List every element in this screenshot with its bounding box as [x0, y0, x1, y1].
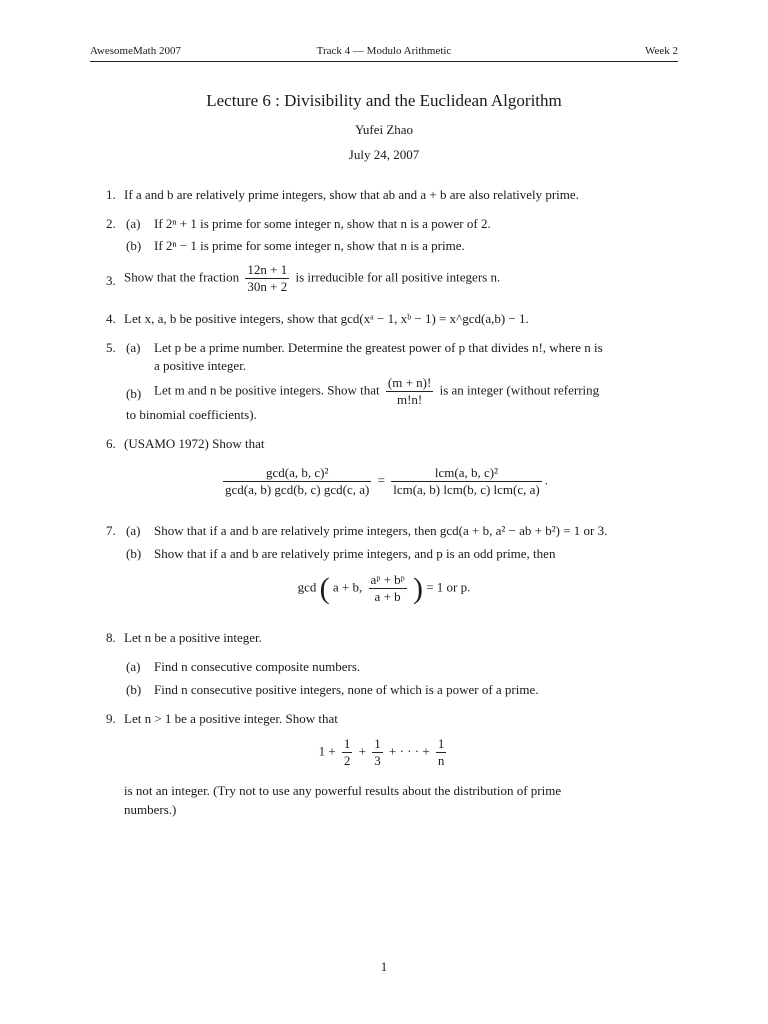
continuation-line1: is not an integer. (Try not to use any powerful results about the distribution of prime — [124, 783, 562, 798]
running-header — [90, 44, 678, 60]
page-number: 1 — [380, 959, 388, 974]
part-a-label: (a) — [126, 523, 141, 538]
part-a-label: (a) — [126, 340, 141, 355]
rhs-numerator: lcm(a, b, c)² — [391, 465, 542, 482]
part-b-line1 — [154, 375, 680, 409]
problem-text: If a and b are relatively prime integers, show that ab and a + b are also relatively prime. — [124, 187, 579, 202]
header-rule — [90, 61, 678, 62]
problem-number: 9. — [106, 711, 116, 726]
fraction — [369, 572, 407, 606]
problem-7 — [106, 522, 680, 562]
fraction-half — [342, 736, 353, 770]
part-a-text: If 2ⁿ + 1 is prime for some integer n, show that n is a power of 2. — [154, 216, 491, 231]
problem-text: Let n be a positive integer. — [124, 630, 262, 645]
part-b-text: If 2ⁿ − 1 is prime for some integer n, show that n is a prime. — [154, 238, 465, 253]
continuation-line2: numbers.) — [124, 802, 177, 817]
gcd-label: gcd — [297, 579, 317, 595]
problem-text: Let n > 1 be a positive integer. Show that — [124, 711, 338, 726]
part-b-post: is an integer (without referring — [439, 382, 600, 398]
numerator: 1 — [342, 736, 353, 753]
denominator: 30n + 2 — [247, 279, 288, 295]
header-left: AwesomeMath 2007 — [90, 45, 181, 57]
period: . — [544, 472, 548, 488]
part-a-text: Show that if a and b are relatively prime integers, then gcd(a + b, a² − ab + b²) = 1 or 3. — [154, 523, 608, 538]
date: July 24, 2007 — [348, 147, 420, 162]
part-a-label: (a) — [126, 659, 141, 674]
problem-number: 1. — [106, 187, 116, 202]
denominator: n — [437, 753, 445, 769]
text-pre: Show that the fraction — [124, 269, 240, 285]
part-a-line2: a positive integer. — [154, 358, 247, 373]
problem-number: 6. — [106, 436, 116, 451]
fraction-third — [372, 736, 383, 770]
problem-number: 7. — [106, 523, 116, 538]
problem-9-continuation — [106, 782, 680, 822]
header-right: Week 2 — [644, 45, 678, 57]
fraction-one-over-n — [436, 736, 447, 770]
right-paren: ) — [412, 571, 423, 605]
problem-number: 4. — [106, 311, 116, 326]
header-center: Track 4 — Modulo Arithmetic — [316, 45, 452, 57]
text-post: is irreducible for all positive integers n. — [295, 269, 501, 285]
part-b-line2: to binomial coefficients). — [126, 407, 257, 422]
denominator: 3 — [374, 753, 381, 769]
equation-9 — [0, 736, 768, 770]
author: Yufei Zhao — [354, 122, 414, 137]
equals-sign: = — [377, 472, 385, 488]
numerator: (m + n)! — [386, 375, 433, 392]
fraction — [245, 262, 289, 296]
lhs-numerator: gcd(a, b, c)² — [223, 465, 371, 482]
rhs-fraction — [391, 465, 542, 499]
numerator: 1 — [372, 736, 383, 753]
part-a-text: Find n consecutive composite numbers. — [154, 659, 361, 674]
numerator: 1 — [436, 736, 447, 753]
lhs-fraction — [223, 465, 371, 499]
equation-result: = 1 or p. — [426, 579, 471, 595]
problem-2 — [106, 215, 680, 255]
numerator: aᵖ + bᵖ — [369, 572, 407, 589]
denominator: m!n! — [396, 392, 423, 408]
denominator: 2 — [343, 753, 351, 769]
lhs-denominator: gcd(a, b) gcd(b, c) gcd(c, a) — [224, 482, 370, 498]
problem-text: (USAMO 1972) Show that — [124, 436, 265, 451]
part-a-label: (a) — [126, 216, 141, 231]
problem-number: 5. — [106, 340, 116, 355]
problem-number: 8. — [106, 630, 116, 645]
term-one: 1 + — [318, 743, 336, 759]
problem-5 — [106, 339, 680, 425]
problem-text — [124, 262, 680, 296]
part-b-label: (b) — [126, 682, 142, 697]
equation-6 — [0, 465, 768, 499]
problem-8 — [106, 629, 680, 699]
part-b-text: Show that if a and b are relatively prime integers, and p is an odd prime, then — [154, 546, 556, 561]
part-a-line1: Let p be a prime number. Determine the greatest power of p that divides n!, where n is — [154, 340, 603, 355]
fraction — [386, 375, 433, 409]
first-arg: a + b, — [332, 579, 363, 595]
problem-3 — [106, 262, 680, 302]
part-b-label: (b) — [126, 238, 142, 253]
part-b-label: (b) — [126, 386, 142, 401]
denominator: a + b — [374, 589, 401, 605]
numerator: 12n + 1 — [245, 262, 289, 279]
part-b-text: Find n consecutive positive integers, none of which is a power of a prime. — [154, 682, 539, 697]
rhs-denominator: lcm(a, b) lcm(b, c) lcm(c, a) — [393, 482, 540, 498]
ellipsis: + · · · + — [389, 743, 430, 759]
problem-number: 3. — [106, 273, 116, 288]
equation-7 — [0, 572, 768, 606]
plus-sign: + — [358, 743, 367, 759]
problem-number: 2. — [106, 216, 116, 231]
part-b-label: (b) — [126, 546, 142, 561]
lecture-title: Lecture 6 : Divisibility and the Euclidean Algorithm — [206, 91, 562, 110]
left-paren: ( — [319, 571, 330, 605]
part-b-pre: Let m and n be positive integers. Show that — [154, 382, 380, 398]
problem-text: Let x, a, b be positive integers, show that gcd(xᵃ − 1, xᵇ − 1) = x^gcd(a,b) − 1. — [124, 311, 529, 326]
